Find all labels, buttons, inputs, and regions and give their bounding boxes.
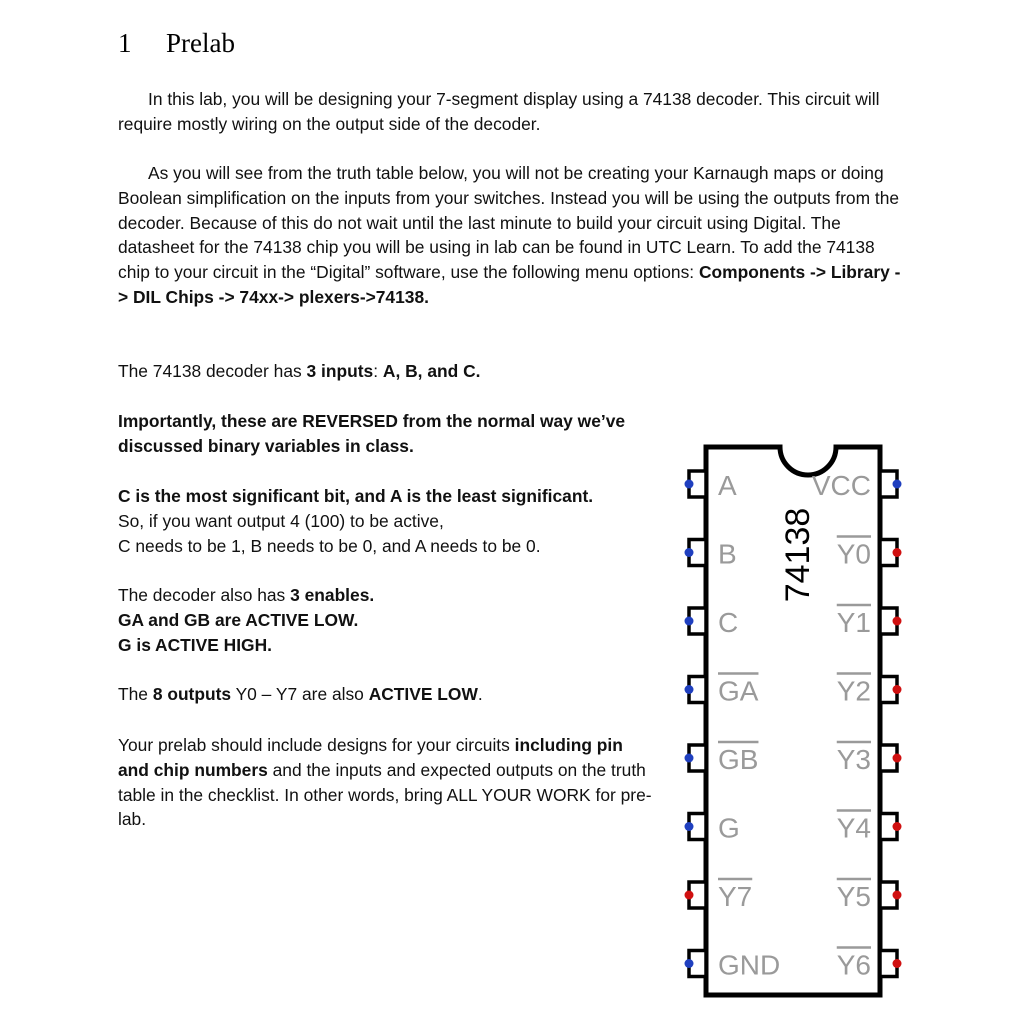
inputs-colon: :: [373, 361, 383, 381]
outputs-active: ACTIVE LOW: [368, 684, 478, 704]
pin-connector-dot: [893, 959, 902, 968]
pin-connector-dot: [893, 617, 902, 626]
pin-connector-dot: [685, 617, 694, 626]
pin-y5: [837, 879, 902, 912]
prelab-pre: Your prelab should include designs for your circuits: [118, 735, 515, 755]
pin-connector-dot: [893, 548, 902, 557]
pin-y3: [837, 742, 902, 775]
pin-connector-dot: [893, 891, 902, 900]
pin-label: Y5: [836, 881, 871, 912]
pin-label: Y7: [718, 881, 753, 912]
prelab-post: and the inputs and expected outputs on the truth table in the checklist. In other words, bring ALL YOUR WORK for pre-lab.: [118, 759, 652, 830]
significance-line1: C is the most significant bit, and A is the least significant.: [118, 486, 594, 506]
chip-part-number: 74138: [779, 507, 817, 603]
inputs-count: 3 inputs: [306, 361, 374, 381]
pin-label: GB: [718, 744, 759, 775]
pin-connector-dot: [893, 480, 902, 489]
menu-path: Components -> Library -> DIL Chips -> 74xx-> plexers->74138.: [118, 262, 901, 307]
outputs-count: 8 outputs: [152, 684, 232, 704]
pin-connector-dot: [893, 822, 902, 831]
pin-gnd: [685, 950, 781, 981]
pin-label: GND: [718, 949, 781, 981]
pin-y2: [837, 674, 902, 707]
significance-line3: C needs to be 1, B needs to be 0, and A needs to be 0.: [118, 535, 541, 556]
inputs-pre: The 74138 decoder has: [118, 361, 307, 381]
pin-label: Y3: [836, 744, 871, 775]
pin-connector-dot: [893, 685, 902, 694]
enables-count: 3 enables.: [290, 585, 375, 605]
pin-label: GA: [718, 675, 759, 707]
section-number: 1: [118, 28, 132, 58]
outputs-mid: Y0 – Y7 are also: [231, 684, 369, 704]
outputs-pre: The: [118, 684, 153, 704]
pin-ga: [685, 674, 759, 707]
pin-connector-dot: [685, 891, 694, 900]
pin-connector-dot: [893, 754, 902, 763]
pin-connector-dot: [685, 754, 694, 763]
pin-label: Y2: [836, 675, 871, 707]
pin-connector-dot: [685, 548, 694, 557]
pin-connector-dot: [685, 480, 694, 489]
pin-connector-dot: [685, 959, 694, 968]
significance-line2: So, if you want output 4 (100) to be active,: [118, 510, 444, 531]
pin-label: Y6: [836, 949, 871, 981]
prelab-bold: including pin and chip numbers: [118, 735, 623, 780]
section-title: Prelab: [166, 28, 235, 58]
enables-line2: GA and GB are ACTIVE LOW.: [118, 609, 359, 630]
outputs-end: .: [477, 684, 483, 704]
pin-connector-dot: [685, 685, 694, 694]
pin-gb: [685, 742, 759, 775]
pin-y4: [837, 811, 902, 844]
pin-label: B: [718, 538, 737, 570]
enables-line3: G is ACTIVE HIGH.: [118, 634, 272, 655]
enables-pre: The decoder also has: [118, 585, 291, 605]
inputs-list: A, B, and C.: [382, 361, 481, 381]
pin-y1: [837, 605, 902, 638]
instructions-text: As you will see from the truth table below, you will not be creating your Karnaugh maps or doing Boolean simplification on the inputs from your switches. Instead you will be using the outputs from the decoder. Because of this do not wait until the last minute to build your circuit using Digital. The datasheet for the 74138 chip you will be using in lab can be found in UTC Learn. To add the 74138 chip to your circuit in the “Digital” software, use the following menu options:: [118, 163, 900, 283]
pin-label: G: [718, 812, 740, 844]
intro-paragraph: In this lab, you will be designing your 7-segment display using a 74138 decoder. This circuit will require mostly wiring on the output side of the decoder.: [118, 89, 880, 134]
pin-label: Y4: [836, 812, 871, 844]
pin-label: Y0: [836, 538, 871, 570]
pin-label: VCC: [811, 470, 871, 501]
reversed-note: Importantly, these are REVERSED from the normal way we’ve discussed binary variables in class.: [118, 411, 626, 456]
pin-y6: [837, 948, 902, 981]
pin-vcc: [812, 470, 902, 501]
pin-y0: [837, 537, 902, 570]
pin-connector-dot: [685, 822, 694, 831]
pin-label: C: [718, 607, 739, 638]
pin-label: Y1: [836, 607, 871, 638]
pin-y7: [685, 879, 753, 912]
pin-label: A: [718, 470, 737, 501]
